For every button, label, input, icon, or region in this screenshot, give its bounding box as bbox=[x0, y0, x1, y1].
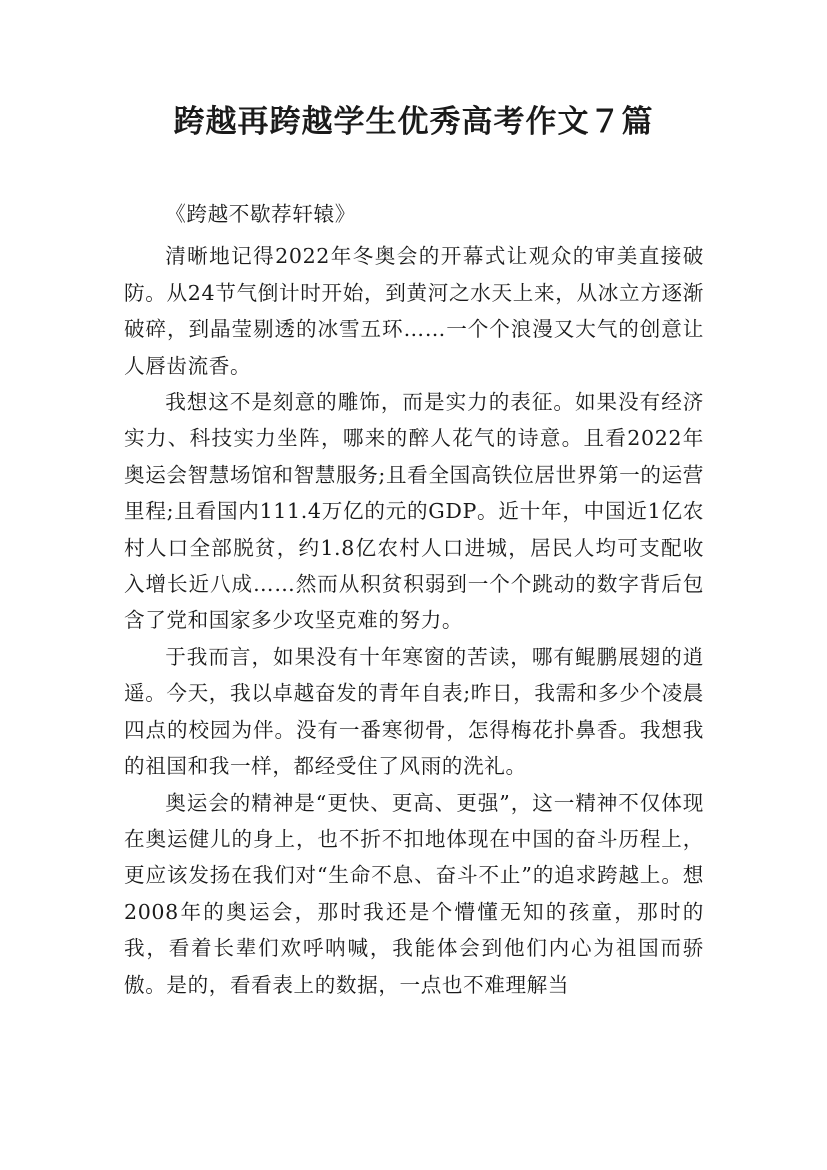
document-title: 跨越再跨越学生优秀高考作文７篇 bbox=[173, 104, 654, 140]
essay-subtitle: 《跨越不歇荐轩辕》 bbox=[165, 202, 356, 226]
paragraph-2: 我想这不是刻意的雕饰，而是实力的表征。如果没有经济实力、科技实力坐阵，哪来的醉人花气的诗意。且看2022年奥运会智慧场馆和智慧服务;且看全国高铁位居世界第一的运营里程;且看国内111.4万亿的元的GDP。近十年，中国近1亿农村人口全部脱贫，约1.8亿农村人口进城，居民人均可支配收入增长近八成……然而从积贫积弱到一个个跳动的数字背后包含了党和国家多少攻坚克难的努力。 bbox=[124, 390, 704, 633]
paragraph-1: 清晰地记得2022年冬奥会的开幕式让观众的审美直接破防。从24节气倒计时开始，到黄河之水天上来，从冰立方逐渐破碎，到晶莹剔透的冰雪五环……一个个浪漫又大气的创意让人唇齿流香。 bbox=[124, 244, 704, 378]
article-body bbox=[124, 196, 704, 1003]
paragraph-3: 于我而言，如果没有十年寒窗的苦读，哪有鲲鹏展翅的逍遥。今天，我以卓越奋发的青年自表;昨日，我需和多少个凌晨四点的校园为伴。没有一番寒彻骨，怎得梅花扑鼻香。我想我的祖国和我一样，都经受住了风雨的洗礼。 bbox=[124, 644, 704, 779]
paragraph-4: 奥运会的精神是“更快、更高、更强”，这一精神不仅体现在奥运健儿的身上，也不折不扣地体现在中国的奋斗历程上，更应该发扬在我们对“生命不息、奋斗不止”的追求跨越上。想2008年的奥运会，那时我还是个懵懂无知的孩童，那时的我，看着长辈们欢呼呐喊，我能体会到他们内心为祖国而骄傲。是的，看看表上的数据，一点也不难理解当 bbox=[124, 790, 704, 997]
